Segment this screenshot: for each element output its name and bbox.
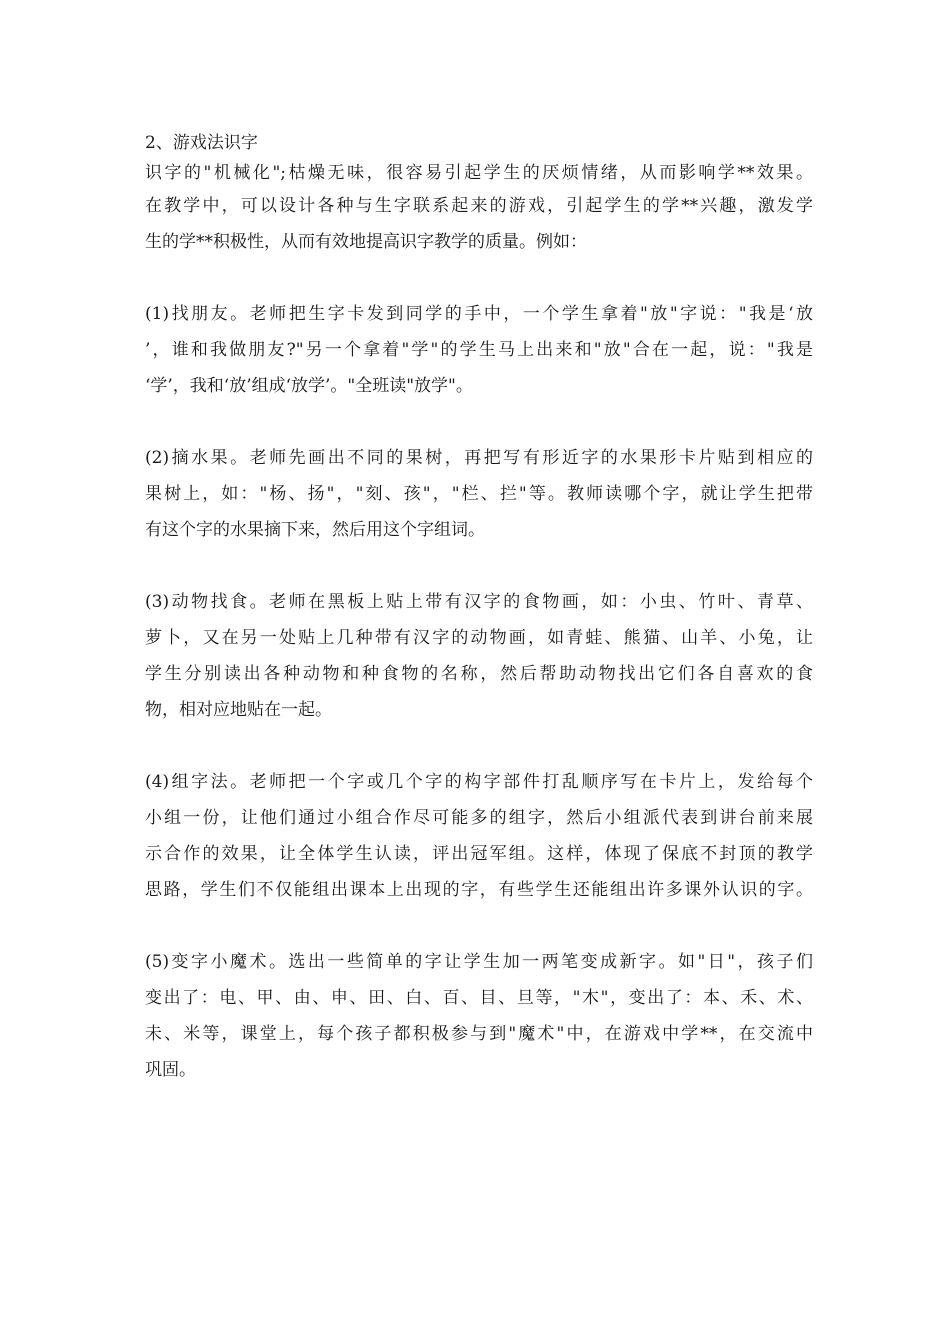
text-line: 在教学中，可以设计各种与生字联系起来的游戏，引起学生的学**兴趣，激发学 xyxy=(145,196,813,216)
text-line: (3)动物找食。老师在黑板上贴上带有汉字的食物画，如：小虫、竹叶、青草、 xyxy=(145,592,813,612)
paragraph-compose-characters xyxy=(145,764,813,908)
paragraph-animal-food xyxy=(145,584,813,728)
paragraph-gap xyxy=(145,908,813,944)
text-line: (5)变字小魔术。选出一些简单的字让学生加一两笔变成新字。如"日"，孩子们 xyxy=(145,952,813,972)
paragraph-pick-fruit xyxy=(145,440,813,548)
text-line: 巩固。 xyxy=(145,1060,196,1080)
paragraph-magic-characters xyxy=(145,944,813,1088)
text-line: 变出了：电、甲、由、申、田、白、百、目、旦等，"木"，变出了：本、禾、术、 xyxy=(145,988,813,1008)
paragraph-find-friends xyxy=(145,296,813,404)
paragraph-gap xyxy=(145,404,813,440)
text-line: (4)组字法。老师把一个字或几个字的构字部件打乱顺序写在卡片上，发给每个 xyxy=(145,772,813,792)
document-body xyxy=(145,128,813,1088)
paragraph-gap xyxy=(145,548,813,584)
text-line: 识字的"机械化";枯燥无味，很容易引起学生的厌烦情绪，从而影响学**效果。 xyxy=(145,163,813,183)
section-heading: 2、游戏法识字 xyxy=(145,133,258,153)
text-line: 生的学**积极性，从而有效地提高识字教学的质量。例如： xyxy=(145,232,587,252)
text-line: 小组一份，让他们通过小组合作尽可能多的组字，然后小组派代表到讲台前来展 xyxy=(145,808,813,828)
paragraph-gap xyxy=(145,260,813,296)
paragraph-gap xyxy=(145,728,813,764)
text-line: ’，谁和我做朋友?"另一个拿着"学"的学生马上出来和"放"合在一起，说："我是 xyxy=(145,340,813,360)
text-line: 萝卜，又在另一处贴上几种带有汉字的动物画，如青蛙、熊猫、山羊、小兔，让 xyxy=(145,628,813,648)
text-line: 有这个字的水果摘下来，然后用这个字组词。 xyxy=(145,520,485,540)
paragraph-intro xyxy=(145,158,813,260)
text-line: (2)摘水果。老师先画出不同的果树，再把写有形近字的水果形卡片贴到相应的 xyxy=(145,448,813,468)
text-line: ‘学’，我和‘放’组成‘放学’。"全班读"放学"。 xyxy=(145,376,473,396)
text-line: 物，相对应地贴在一起。 xyxy=(145,700,332,720)
text-line: 思路，学生们不仅能组出课本上出现的字，有些学生还能组出许多课外认识的字。 xyxy=(145,880,813,900)
text-line: 示合作的效果，让全体学生认读，评出冠军组。这样，体现了保底不封顶的教学 xyxy=(145,844,813,864)
text-line: 未、米等，课堂上，每个孩子都积极参与到"魔术"中，在游戏中学**，在交流中 xyxy=(145,1024,813,1044)
text-line: 学生分别读出各种动物和种食物的名称，然后帮助动物找出它们各自喜欢的食 xyxy=(145,664,813,684)
text-line: 果树上，如："杨、扬"，"刻、孩"，"栏、拦"等。教师读哪个字，就让学生把带 xyxy=(145,484,813,504)
text-line: (1)找朋友。老师把生字卡发到同学的手中，一个学生拿着"放"字说："我是‘放 xyxy=(145,304,813,324)
